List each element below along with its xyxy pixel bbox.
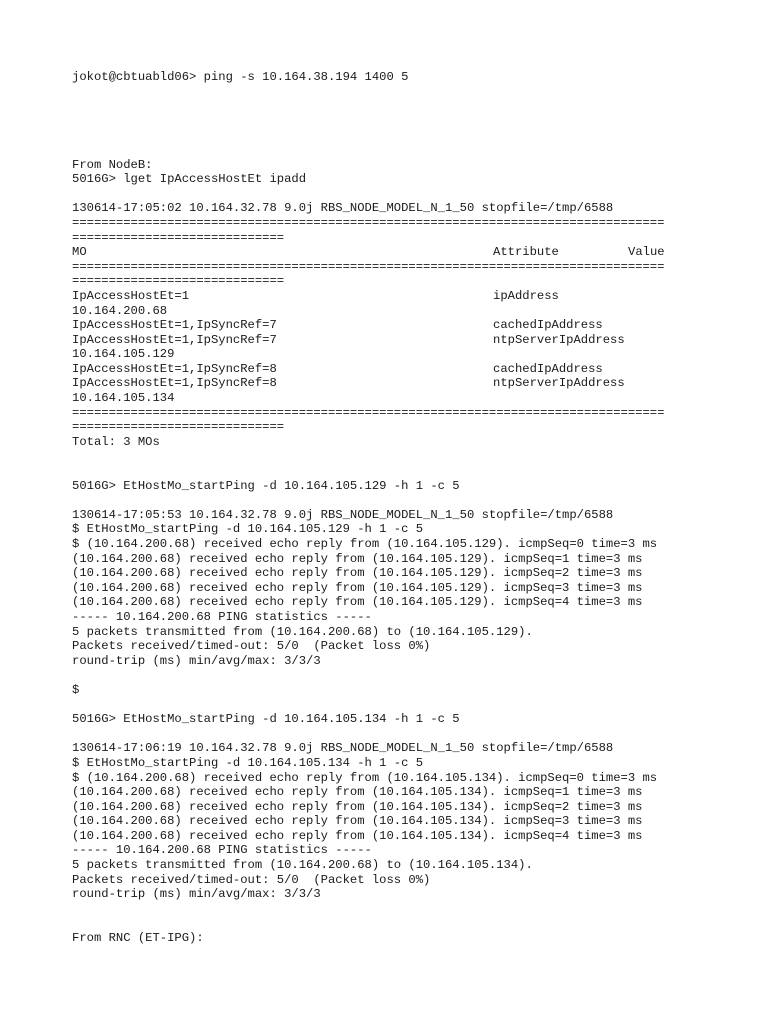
separator-line: ============================= <box>72 230 285 245</box>
mo-cell: IpAccessHostEt=1,IpSyncRef=8 <box>72 361 277 376</box>
attribute-cell: ipAddress <box>493 288 559 303</box>
ping2-reply-line: (10.164.200.68) received echo reply from (10.164.105.134). icmpSeq=3 time=3 ms <box>72 814 643 829</box>
ping1-reply-line: (10.164.200.68) received echo reply from (10.164.105.129). icmpSeq=2 time=3 ms <box>72 566 643 581</box>
table-row <box>72 318 762 333</box>
ping1-reply-line: (10.164.200.68) received echo reply from (10.164.105.129). icmpSeq=1 time=3 ms <box>72 551 643 566</box>
attribute-cell: cachedIpAddress <box>493 361 603 376</box>
ping2-command-line: 5016G> EtHostMo_startPing -d 10.164.105.134 -h 1 -c 5 <box>72 712 460 727</box>
ping1-transmitted-line: 5 packets transmitted from (10.164.200.68) to (10.164.105.129). <box>72 624 533 639</box>
ping1-reply-line: $ (10.164.200.68) received echo reply from (10.164.105.129). icmpSeq=0 time=3 ms <box>72 537 658 551</box>
mo-cell: IpAccessHostEt=1 <box>72 288 190 303</box>
ping2-reply-line: (10.164.200.68) received echo reply from (10.164.105.134). icmpSeq=1 time=3 ms <box>72 785 643 800</box>
attribute-cell: ntpServerIpAddress <box>493 332 625 347</box>
attribute-column-header: Attribute <box>493 245 559 260</box>
mo-column-header: MO <box>72 245 87 260</box>
separator-line: ============================= <box>72 274 285 289</box>
ping2-reply-line: $ (10.164.200.68) received echo reply from (10.164.105.134). icmpSeq=0 time=3 ms <box>72 770 658 785</box>
nodeb-heading: From NodeB: <box>72 157 153 172</box>
ping1-session-header: 130614-17:05:53 10.164.32.78 9.0j RBS_NODE_MODEL_N_1_50 stopfile=/tmp/6588 <box>72 507 614 522</box>
attribute-cell: ntpServerIpAddress <box>493 376 625 391</box>
table-row <box>72 289 762 304</box>
value-column-header: Value <box>628 245 665 260</box>
table-row <box>72 362 762 377</box>
ping1-roundtrip-line: round-trip (ms) min/avg/max: 3/3/3 <box>72 653 321 668</box>
ping-command-line: jokot@cbtuabld06> ping -s 10.164.38.194 1400 5 <box>72 70 409 84</box>
ping1-reply-line: (10.164.200.68) received echo reply from (10.164.105.129). icmpSeq=4 time=3 ms <box>72 595 643 610</box>
separator-line: ================================================================================= <box>72 215 665 230</box>
value-cell: 10.164.105.129 <box>72 347 175 362</box>
ping2-transmitted-line: 5 packets transmitted from (10.164.200.68) to (10.164.105.134). <box>72 858 533 873</box>
ping2-statistics-line: ----- 10.164.200.68 PING statistics ----- <box>72 843 372 858</box>
lget-session-header: 130614-17:05:02 10.164.32.78 9.0j RBS_NODE_MODEL_N_1_50 stopfile=/tmp/6588 <box>72 201 614 216</box>
total-line: Total: 3 MOs <box>72 434 160 449</box>
ping1-command-line: 5016G> EtHostMo_startPing -d 10.164.105.129 -h 1 -c 5 <box>72 478 460 493</box>
mo-cell: IpAccessHostEt=1,IpSyncRef=7 <box>72 318 277 333</box>
ping2-roundtrip-line: round-trip (ms) min/avg/max: 3/3/3 <box>72 887 321 902</box>
value-cell: 10.164.105.134 <box>72 391 175 406</box>
ping2-reply-line: (10.164.200.68) received echo reply from (10.164.105.134). icmpSeq=4 time=3 ms <box>72 828 643 843</box>
ping2-received-line: Packets received/timed-out: 5/0 (Packet loss 0%) <box>72 872 431 887</box>
terminal-log-document <box>72 70 762 946</box>
table-row <box>72 376 762 391</box>
ping1-reply-line: (10.164.200.68) received echo reply from (10.164.105.129). icmpSeq=3 time=3 ms <box>72 580 643 595</box>
table-row <box>72 333 762 348</box>
mo-cell: IpAccessHostEt=1,IpSyncRef=7 <box>72 332 277 347</box>
ping1-received-line: Packets received/timed-out: 5/0 (Packet loss 0%) <box>72 639 431 654</box>
separator-line: ================================================================================= <box>72 259 665 274</box>
ping1-echo-line: $ EtHostMo_startPing -d 10.164.105.129 -h 1 -c 5 <box>72 522 424 537</box>
separator-line: ============================= <box>72 420 285 435</box>
lget-command-line: 5016G> lget IpAccessHostEt ipadd <box>72 172 307 187</box>
ping2-session-header: 130614-17:06:19 10.164.32.78 9.0j RBS_NODE_MODEL_N_1_50 stopfile=/tmp/6588 <box>72 741 614 756</box>
ping2-reply-line: (10.164.200.68) received echo reply from (10.164.105.134). icmpSeq=2 time=3 ms <box>72 799 643 814</box>
separator-line: ================================================================================= <box>72 405 665 420</box>
mo-table-header <box>72 245 762 260</box>
shell-prompt-line: $ <box>72 682 80 697</box>
ping1-statistics-line: ----- 10.164.200.68 PING statistics ----- <box>72 609 372 624</box>
attribute-cell: cachedIpAddress <box>493 318 603 333</box>
ping2-echo-line: $ EtHostMo_startPing -d 10.164.105.134 -h 1 -c 5 <box>72 755 424 770</box>
rnc-heading: From RNC (ET-IPG): <box>72 931 204 946</box>
mo-cell: IpAccessHostEt=1,IpSyncRef=8 <box>72 376 277 391</box>
value-cell: 10.164.200.68 <box>72 303 168 318</box>
